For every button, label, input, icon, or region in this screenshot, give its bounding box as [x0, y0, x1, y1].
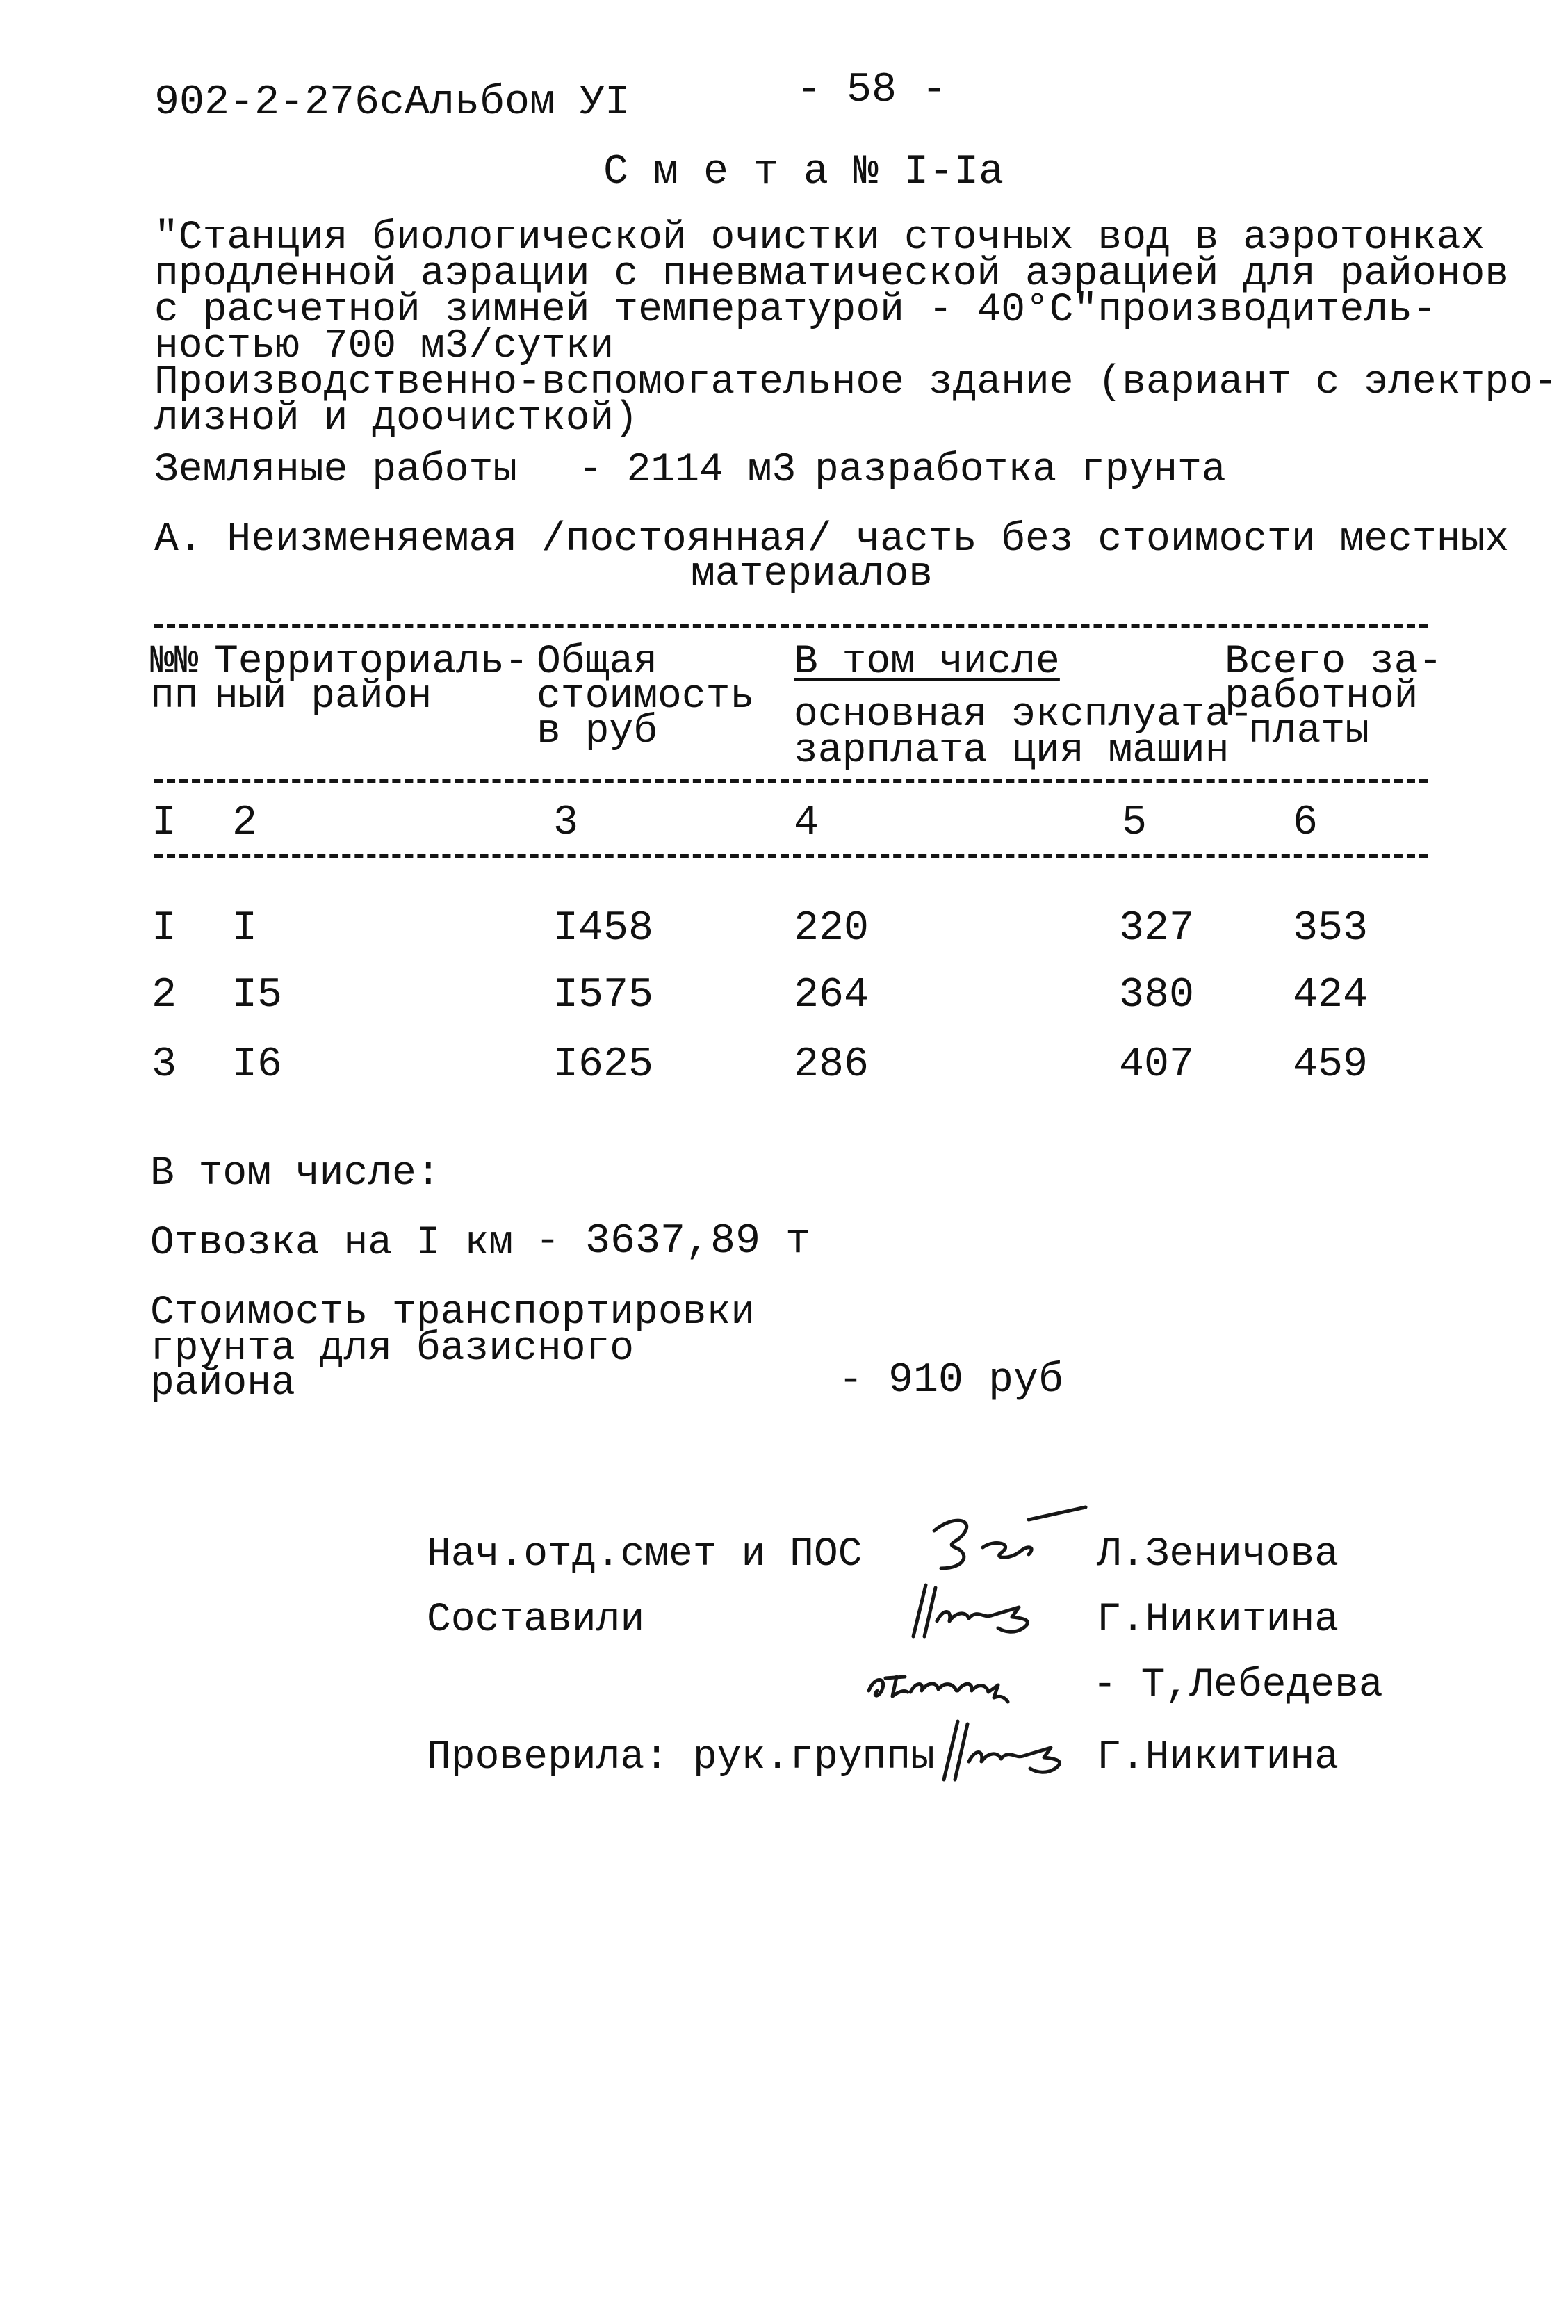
earthworks-description: разработка грунта [815, 448, 1226, 493]
cell-row-number: 3 [152, 1041, 177, 1089]
checked-by-name: Г.Никитина [1097, 1735, 1339, 1780]
header-col-6: работной [1225, 674, 1419, 720]
table-rule-header [154, 779, 1428, 783]
cell-machine-operation: 327 [1119, 905, 1195, 952]
header-col-3: стоимость [537, 674, 755, 720]
cell-base-salary: 264 [794, 972, 869, 1019]
header-col-2: ный район [214, 674, 432, 720]
transport-label-line-2: грунта для базисного [150, 1326, 635, 1372]
header-col-6: платы [1248, 709, 1370, 754]
compiled-by-label: Составили [427, 1598, 645, 1643]
header-col-4-5: основная эксплуата- [794, 692, 1254, 738]
cell-row-number: 2 [152, 972, 177, 1019]
column-number: I [152, 799, 177, 847]
header-col-4-5: зарплата ция машин [794, 729, 1230, 774]
cell-region: I6 [232, 1041, 283, 1089]
header-col-1: пп [150, 674, 199, 720]
cell-total-wages: 459 [1293, 1041, 1369, 1089]
cell-base-salary: 220 [794, 905, 869, 952]
cell-base-salary: 286 [794, 1041, 869, 1089]
cell-region: I5 [232, 972, 283, 1019]
compiled-by-name-2: - Т,Лебедева [1093, 1663, 1383, 1708]
description-line-6: лизной и доочисткой) [154, 396, 639, 441]
compiled-by-name-1: Г.Никитина [1097, 1598, 1339, 1643]
description-line-5: Производственно-вспомогательное здание (вариант с электро- [154, 360, 1558, 405]
column-number: 5 [1122, 799, 1148, 847]
cell-total-cost: I625 [553, 1041, 654, 1089]
head-of-department-label: Нач.отд.смет и ПОС [427, 1532, 863, 1577]
column-number: 6 [1293, 799, 1318, 847]
otvozka-value: - 3637,89 т [535, 1218, 811, 1265]
otvozka-label: Отвозка на I км [150, 1221, 514, 1266]
earthworks-label: Земляные работы [154, 448, 518, 493]
transport-label-line-1: Стоимость транспортировки [150, 1290, 756, 1335]
cell-row-number: I [152, 905, 177, 952]
document-code: 902-2-276с [154, 79, 405, 127]
section-a-title: А. Неизменяемая /постоянная/ часть без стоимости местных [154, 517, 1510, 562]
description-line-4: ностью 700 м3/сутки [154, 324, 614, 369]
header-col-2: Территориаль- [214, 640, 529, 685]
transport-label-line-3: района [150, 1361, 295, 1406]
table-rule-top [154, 624, 1428, 628]
signature-zenichova [924, 1502, 1091, 1578]
header-col-3: Общая [537, 640, 658, 685]
description-line-3: с расчетной зимней температурой - 40°С"производитель- [154, 288, 1437, 333]
head-of-department-name: Л.Зеничова [1097, 1532, 1339, 1577]
column-number: 4 [794, 799, 819, 847]
including-heading: В том числе: [150, 1151, 441, 1196]
header-col-3: в руб [537, 709, 658, 754]
page-number: - 58 - [797, 67, 947, 114]
header-col-6: Всего за- [1225, 640, 1443, 685]
cell-machine-operation: 380 [1119, 972, 1195, 1019]
signature-nikitina-check [931, 1707, 1098, 1784]
cell-total-wages: 353 [1293, 905, 1369, 952]
checked-by-label: Проверила: рук.группы [427, 1735, 935, 1780]
cell-total-wages: 424 [1293, 972, 1369, 1019]
album-label: Альбом УI [405, 79, 630, 127]
section-a-subtitle: материалов [691, 552, 933, 597]
transport-value: - 910 руб [838, 1357, 1064, 1404]
cell-total-cost: I458 [553, 905, 654, 952]
document-title: С м е т а № I-Iа [603, 149, 1004, 196]
cell-region: I [232, 905, 258, 952]
column-number: 2 [232, 799, 258, 847]
cell-machine-operation: 407 [1119, 1041, 1195, 1089]
table-rule-numbers [154, 854, 1428, 858]
earthworks-volume: - 2114 м3 [578, 448, 797, 493]
description-line-2: продленной аэрации с пневматической аэрацией для районов [154, 252, 1510, 297]
column-number: 3 [553, 799, 579, 847]
cell-total-cost: I575 [553, 972, 654, 1019]
signature-nikitina [901, 1573, 1068, 1642]
signature-lebedeva [862, 1646, 1077, 1709]
header-col-4-5-group: В том числе [794, 640, 1060, 685]
description-line-1: "Станция биологической очистки сточных вод в аэротонках [154, 216, 1485, 261]
header-col-1: №№ [150, 640, 199, 685]
